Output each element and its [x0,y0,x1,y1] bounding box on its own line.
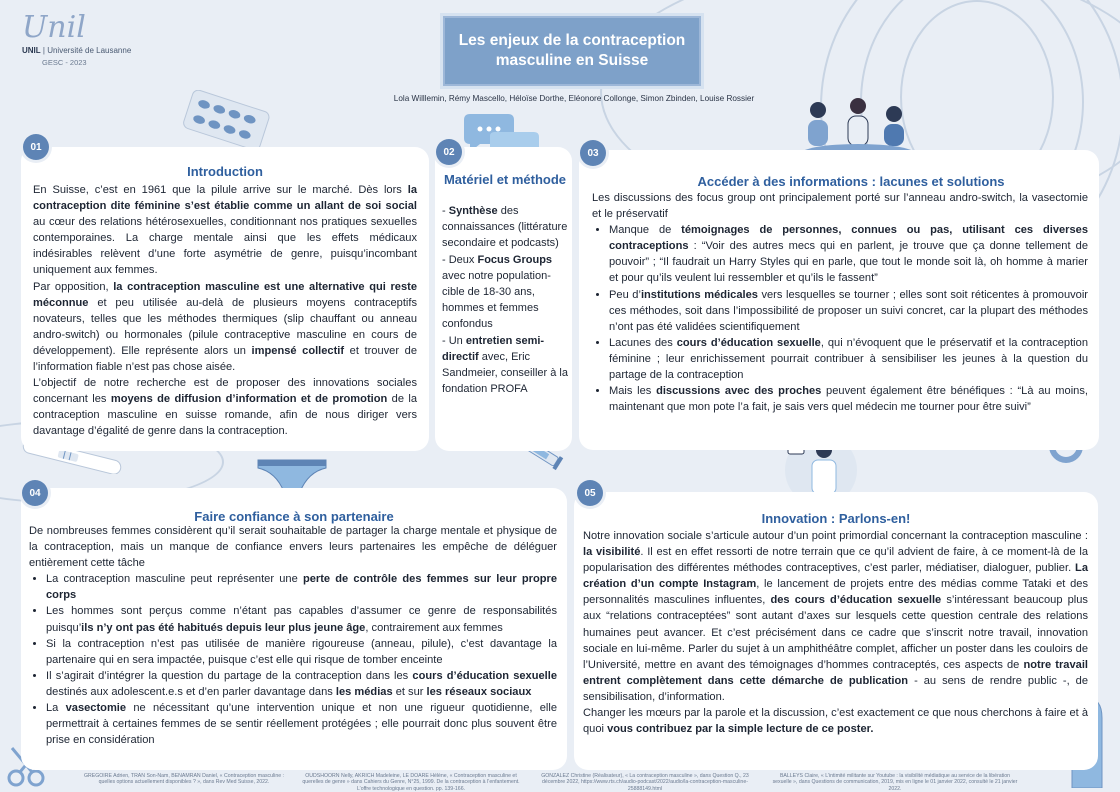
section-number-badge: 04 [22,480,48,506]
paragraph [33,279,417,376]
trust-bullets [29,571,557,748]
paragraph: De nombreuses femmes considèrent qu’il serait souhaitable de partager la charge mentale et physique de la contraception, mais un manque de confiance envers leurs partenaires les empêche de déléguer entièrement cette tâche [29,525,557,570]
emphasis-text: vasectomie [65,702,127,715]
text-run: ne nécessitant qu’une intervention unique et non une rigueur quotidienne, elle permettrait à certaines femmes de se sentir réellement protégées ; elle pourrait donc plus souvent être prise en considération [46,702,558,747]
text-run: s’intéressant beaucoup plus aux “relations contraceptées” sont autant d’axes sur lesquels cette question centrale des relations humaines peut avancer. Et c’est précisément dans ce cadre que s’inscrit notre travail, innovation sociale en lui-même. Parler du sujet à un amphithéâtre complet, afficher un poster dans les couloirs de l’Université, mettre en avant des témoignages d’hommes contraceptés, ces aspects de [583,594,1088,671]
poster-title [443,16,701,86]
text-run: Si la contraception n’est pas utilisée de manière rigoureuse (anneau, pilule), c’est davantage la partenaire qui en sera impactée, puisque c’est elle qui risque de tomber enceinte [46,637,557,666]
emphasis-text: la contraception dite féminine s’est établie comme un allant de soi social [33,184,417,213]
paragraph [33,182,417,279]
text-run: Manque de [609,224,682,237]
emphasis-text: notre travail entrent complètement dans cette démarche de publication [583,658,1088,687]
emphasis-text: La création d’un compte Instagram [583,562,1088,591]
reference: OUDSHOORN Nelly, AKRICH Madeleine, LE DOARE Hélène, « Contraception masculine et querelles de genre » dans Cahiers du Genre, N°25, 1999. De la contraception à l’enfantement. L’offre technologique en question. pp. 139-166. [302,773,520,792]
methods-text [442,203,568,397]
paragraph [33,375,417,439]
bullet-item [46,700,557,748]
text-run: - [442,205,449,217]
text-run: La [46,702,66,715]
section-number-badge: 02 [436,139,462,165]
text-run: des connaissances (littérature secondaire et podcasts) [442,205,568,250]
text-run: , qui n’évoquent que le préservatif et la contraception féminine ; leur enrichissement pourrait contribuer à sensibiliser les jeunes à la question du partage de la contraception [609,336,1088,382]
text-run: destinés aux adolescent.e.s et d’en parler davantage dans [46,685,336,698]
text-run: vers lesquelles se tourner ; elles sont soit réticentes à promouvoir ces méthodes, soit dans l’impossibilité de proposer un suivi concret, car la plupart des méthodes n’ont pas été validées scientifiquement [609,288,1089,333]
access-text [592,190,1088,415]
reference: BALLEYS Claire, « L’intimité militante sur Youtube : la visibilité médiatique au service de la libération sexuelle », dans Questions de communication, 2019, mis en ligne le 01 janvier 2022, consulté le 21 janvier 2022. [772,773,1018,792]
logo-script: Unil [22,10,86,45]
emphasis-text: institutions médicales [640,288,758,301]
bullet-item [609,335,1088,383]
section-title: Faire confiance à son partenaire [194,509,394,524]
introduction-text [33,182,417,440]
text-run: avec, Eric Sandmeier, conseiller à la fondation PROFA [442,350,568,396]
emphasis-text: vous contribuez par la simple lecture de ce poster. [607,723,874,736]
reference: GREGOIRE Adrien, TRAN Son-Nam, BENAMRAN Daniel, « Contraception masculine : quelles options actuellement disponibles ? », dans Rev Med Suisse, 2022. [84,773,284,786]
emphasis-text: moyens de diffusion d’information et de promotion [110,393,388,406]
emphasis-text: Focus Groups [477,253,553,266]
text-run: - au sens de rendre public -, de sensibilisation, d’information. [583,674,1088,703]
text-run: au cœur des relations hétérosexuelles, conditionnant nos pratiques sexuelles contemporaines. La charge mentale ainsi que les effets médicaux indésirables relèvent d’une forte asymétrie de genre, puisqu’incombant uniquement aux femmes. [33,216,417,277]
bullet-item [46,636,557,668]
pill-blister-icon [180,90,272,152]
text-run: Lacunes des [609,336,677,349]
section-number-badge: 03 [580,140,606,166]
bullet-item [46,668,557,700]
text-run: . Il est en effet ressorti de notre terrain que ce qu’il advient de faire, à ce moment-là de la popularisation des différentes méthodes contraceptives, c’est parler, médiatiser, dialoguer, publier. [583,546,1088,575]
reference: GONZALEZ Christine (Réalisateur), « La contraception masculine », dans Question Q., 23 décembre 2022, https://www.rts.ch/audio-podcast/2022/audio/la-contraception-masculine-25888149.html [541,773,749,792]
paragraph [583,528,1088,705]
section-title: Introduction [187,164,263,179]
emphasis-text: ils n’y ont pas été habitués depuis leur plus jeune âge [81,621,366,634]
trust-text [29,523,557,748]
emphasis-text: impensé collectif [251,344,345,357]
text-run: peuvent également être bénéfiques : “Là au moins, maintenant que mon pote l’a fait, je sais vers quel médecin me tourner pour être suivi” [609,385,1088,414]
bullet-item [46,603,557,635]
paragraph: Les discussions des focus group ont principalement porté sur l’anneau andro-switch, la vasectomie et le préservatif [592,192,1088,221]
method-item [442,333,568,398]
text-run: avec notre population-cible de 18-30 ans, hommes et femmes confondus [442,269,551,331]
section-number-badge: 01 [23,134,49,160]
text-run: Il s’agirait d’intégrer la question du partage de la contraception dans les [46,669,413,682]
logo-brand: UNIL [22,46,41,55]
text-run: Changer les mœurs par la parole et la discussion, c’est exactement ce que nous cherchons à faire et à quoi [583,707,1088,736]
bullet-item [609,287,1088,335]
text-run: - Deux [442,253,478,266]
logo-course: GESC - 2023 [42,58,87,67]
method-item [442,203,568,252]
emphasis-text: perte de contrôle des femmes sur leur propre corps [46,573,557,602]
text-run: , le lancement de projets entre des médias comme Tataki et des personnalités masculines influentes, [583,578,1088,607]
emphasis-text: les réseaux sociaux [426,685,532,698]
emphasis-text: les médias [335,685,393,698]
bullet-item [609,222,1088,286]
emphasis-text: entretien semi-directif [442,334,545,363]
text-run: Notre innovation sociale s’articule autour d’un point primordial concernant la contraception masculine : [583,530,1088,542]
text-run: Mais les [609,385,657,398]
text-run: En Suisse, c’est en 1961 que la pilule arrive sur le marché. Dès lors [33,184,408,196]
bullet-item [46,571,557,603]
emphasis-text: la visibilité [583,546,641,559]
method-item [442,252,568,333]
paragraph [583,705,1088,737]
text-run: Peu d’ [609,288,641,301]
text-run: L’objectif de notre recherche est de proposer des innovations sociales concernant les [33,377,417,406]
logo-text [22,46,162,55]
emphasis-text: Synthèse [448,205,498,217]
text-run: Par opposition, [33,280,114,293]
text-run: et trouver de l’information fiable n’est pas chose aisée. [33,344,417,374]
access-bullets [592,222,1088,415]
text-run: : “Voir des autres mecs qui en parlent, je trouve que ça donne tellement de pouvoir” ; “Il faudrait un Harry Styles qui en parle, que tout le monde soit là, oh homme à marier et pour qu’ils veulent lui ressembler et qu’ils le fassent” [609,240,1088,285]
section-title: Innovation : Parlons-en! [761,511,911,526]
text-run: , contrairement aux femmes [365,621,503,634]
text-run: et peu utilisée au-delà de plusieurs moyens contraceptifs novateurs, telles que les méthodes thermiques (slip chauffant ou anneau andro-switch) ou hormonales (pilule contraceptive masculine en cours de développement). Elle représente alors un [33,296,417,357]
emphasis-text: témoignages de personnes, connues ou pas, utilisant ces diverses contraceptions [609,224,1088,253]
section-title: Matériel et méthode [443,172,567,187]
text-run: La contraception masculine peut représenter une [46,573,303,586]
text-run: - Un [442,334,466,347]
emphasis-text: la contraception masculine est une alternative qui reste méconnue [33,280,417,309]
text-run: Les hommes sont perçus comme n’étant pas capables d’assumer ce genre de responsabilités puisqu’ [46,605,557,634]
bullet-item [609,383,1088,415]
emphasis-text: discussions avec des proches [656,385,822,398]
university-logo [22,12,162,67]
innovation-text [583,528,1088,737]
text-run: et sur [392,685,427,698]
authors: Lola Willlemin, Rémy Mascello, Héloïse Dorthe, Eléonore Collonge, Simon Zbinden, Louise Rossier [393,94,755,103]
emphasis-text: cours d’éducation sexuelle [412,669,557,682]
text-run: de la contraception masculine en suisse romande, afin de nous diriger vers davantage d’égalité de genre dans la contraception. [33,393,417,438]
section-title: Accéder à des informations : lacunes et solutions [697,174,1005,189]
logo-university: | Université de Lausanne [42,46,132,55]
section-number-badge: 05 [577,480,603,506]
poster-title-text: Les enjeux de la contraception masculine en Suisse [458,32,686,69]
emphasis-text: cours d’éducation sexuelle [676,336,821,349]
emphasis-text: des cours d’éducation sexuelle [770,594,942,607]
